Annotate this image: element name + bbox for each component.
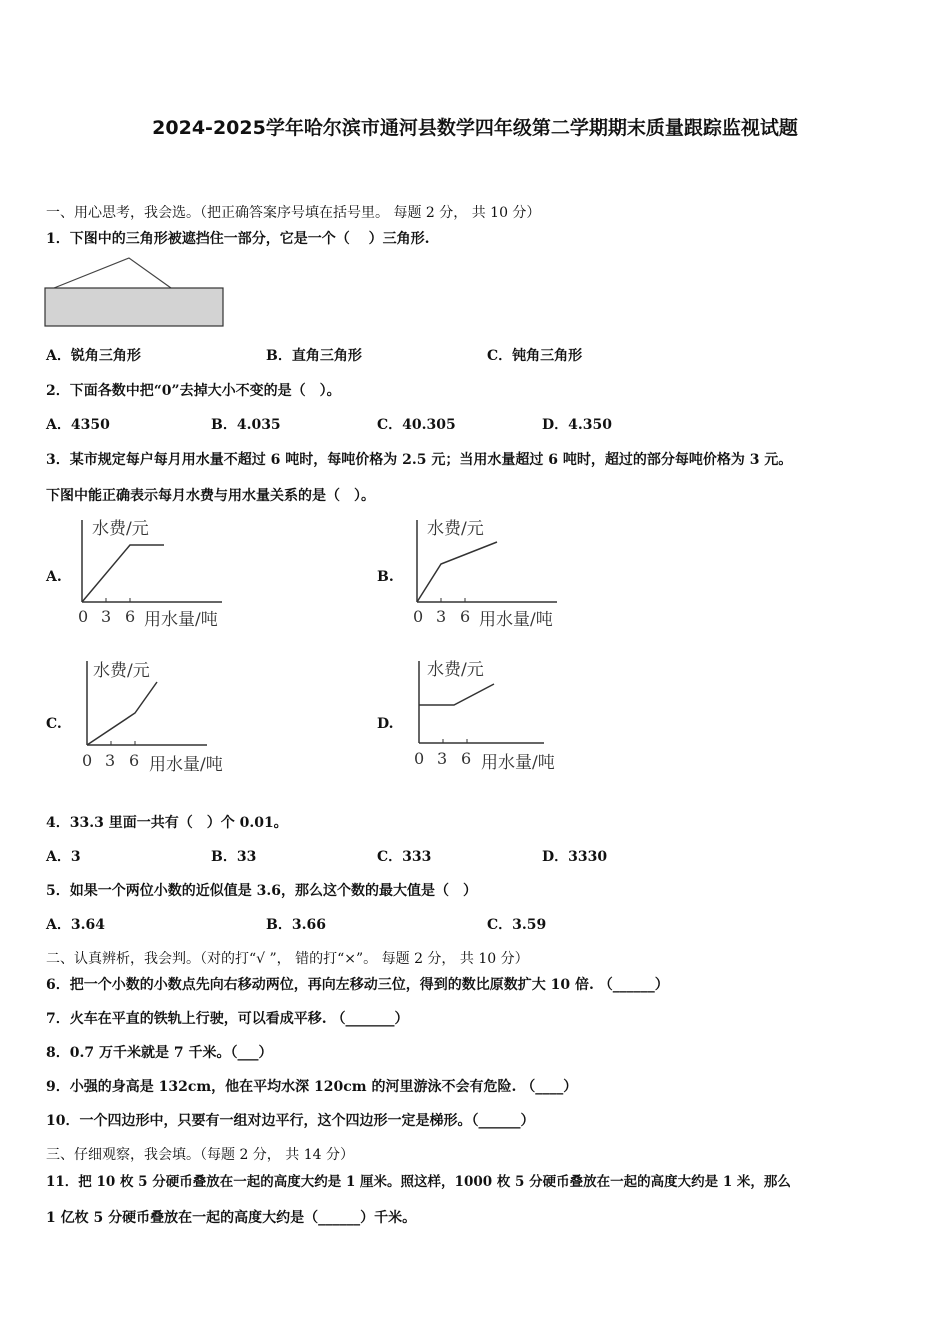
- question-3-line-2: 下图中能正确表示每月水费与用水量关系的是（ ）。: [46, 488, 375, 504]
- question-2: 2．下面各数中把“0”去掉大小不变的是（ ）。: [46, 383, 341, 399]
- question-1: 1．下图中的三角形被遮挡住一部分，它是一个（ ）三角形.: [46, 231, 430, 247]
- hidden-triangle-figure: [44, 255, 226, 329]
- graph-d-tick-label-0: 0: [414, 749, 425, 768]
- section-1-heading: 一、用心思考，我会选。（把正确答案序号填在括号里。 每题 2 分， 共 10 分）: [46, 205, 541, 221]
- question-8: 8．0.7 万千米就是 7 千米。（___）: [46, 1045, 273, 1061]
- q1-option-b: B．直角三角形: [266, 348, 362, 364]
- graph-d-ylabel: 水费/元: [427, 660, 484, 680]
- graph-b-tick-label-0: 0: [413, 607, 424, 626]
- graph-c-line: [87, 682, 157, 745]
- graph-c: [77, 653, 252, 778]
- question-9: 9．小强的身高是 132cm，他在平均水深 120cm 的河里游泳不会有危险. （____）: [46, 1079, 578, 1095]
- page-title: 2024-2025学年哈尔滨市通河县数学四年级第二学期期末质量跟踪监视试题: [152, 117, 798, 139]
- graph-a-tick-label-3: 3: [101, 607, 112, 626]
- graph-d-tick-label-6: 6: [461, 749, 472, 768]
- graph-c-ylabel: 水费/元: [93, 661, 150, 681]
- question-10: 10．一个四边形中，只要有一组对边平行，这个四边形一定是梯形。（______）: [46, 1113, 535, 1129]
- q2-option-d: D．4.350: [542, 417, 612, 433]
- graph-d-xlabel: 用水量/吨: [481, 753, 555, 773]
- graph-b-ylabel: 水费/元: [427, 519, 484, 539]
- graph-b-xlabel: 用水量/吨: [479, 610, 553, 630]
- graph-a-label: A.: [46, 569, 62, 585]
- q2-option-a: A．4350: [46, 417, 110, 433]
- question-11-line-1: 11．把 10 枚 5 分硬币叠放在一起的高度大约是 1 厘米。照这样，1000 枚 5 分硬币叠放在一起的高度大约是 1 米，那么: [46, 1174, 791, 1190]
- cover-rectangle: [45, 288, 223, 326]
- graph-b-line: [417, 542, 497, 602]
- graph-b-tick-label-6: 6: [460, 607, 471, 626]
- graph-b-tick-label-3: 3: [436, 607, 447, 626]
- q1-option-c: C．钝角三角形: [487, 348, 583, 364]
- graph-a-ylabel: 水费/元: [92, 519, 149, 539]
- graph-b-label: B.: [377, 569, 394, 585]
- section-3-heading: 三、仔细观察，我会填。（每题 2 分， 共 14 分）: [46, 1147, 354, 1163]
- graph-a-line: [82, 545, 164, 602]
- question-7: 7．火车在平直的铁轨上行驶，可以看成平移. （_______）: [46, 1011, 409, 1027]
- graph-c-label: C.: [46, 716, 62, 732]
- question-4: 4．33.3 里面一共有（ ）个 0.01。: [46, 815, 288, 831]
- graph-c-tick-label-6: 6: [129, 751, 140, 770]
- question-3-line-1: 3．某市规定每户每月用水量不超过 6 吨时，每吨价格为 2.5 元；当用水量超过 6 吨时，超过的部分每吨价格为 3 元。: [46, 452, 793, 468]
- question-6: 6．把一个小数的小数点先向右移动两位，再向左移动三位，得到的数比原数扩大 10 倍. （______）: [46, 977, 669, 993]
- graph-a-tick-label-0: 0: [78, 607, 89, 626]
- triangle-visible-edges: [54, 258, 171, 288]
- q4-option-c: C．333: [377, 849, 432, 865]
- graph-b: [407, 512, 582, 632]
- question-5: 5．如果一个两位小数的近似值是 3.6，那么这个数的最大值是（ ）: [46, 883, 477, 899]
- q5-option-b: B．3.66: [266, 917, 326, 933]
- q1-option-a: A．锐角三角形: [46, 348, 141, 364]
- q4-option-a: A．3: [46, 849, 81, 865]
- graph-c-tick-label-3: 3: [105, 751, 116, 770]
- graph-a-tick-label-6: 6: [125, 607, 136, 626]
- graph-a: [72, 512, 247, 632]
- q5-option-a: A．3.64: [46, 917, 105, 933]
- question-11-line-2: 1 亿枚 5 分硬币叠放在一起的高度大约是（______）千米。: [46, 1210, 417, 1226]
- q2-option-b: B．4.035: [211, 417, 281, 433]
- q2-option-c: C．40.305: [377, 417, 456, 433]
- graph-d-line: [419, 684, 494, 705]
- graph-d-tick-label-3: 3: [437, 749, 448, 768]
- graph-c-xlabel: 用水量/吨: [149, 755, 223, 775]
- section-2-heading: 二、认真辨析，我会判。（对的打“√ ”， 错的打“×”。 每题 2 分， 共 10 分）: [46, 951, 529, 967]
- q5-option-c: C．3.59: [487, 917, 547, 933]
- graph-c-tick-label-0: 0: [82, 751, 93, 770]
- q4-option-b: B．33: [211, 849, 257, 865]
- graph-d: [409, 653, 584, 778]
- graph-d-label: D.: [377, 716, 394, 732]
- graph-a-xlabel: 用水量/吨: [144, 610, 218, 630]
- q4-option-d: D．3330: [542, 849, 608, 865]
